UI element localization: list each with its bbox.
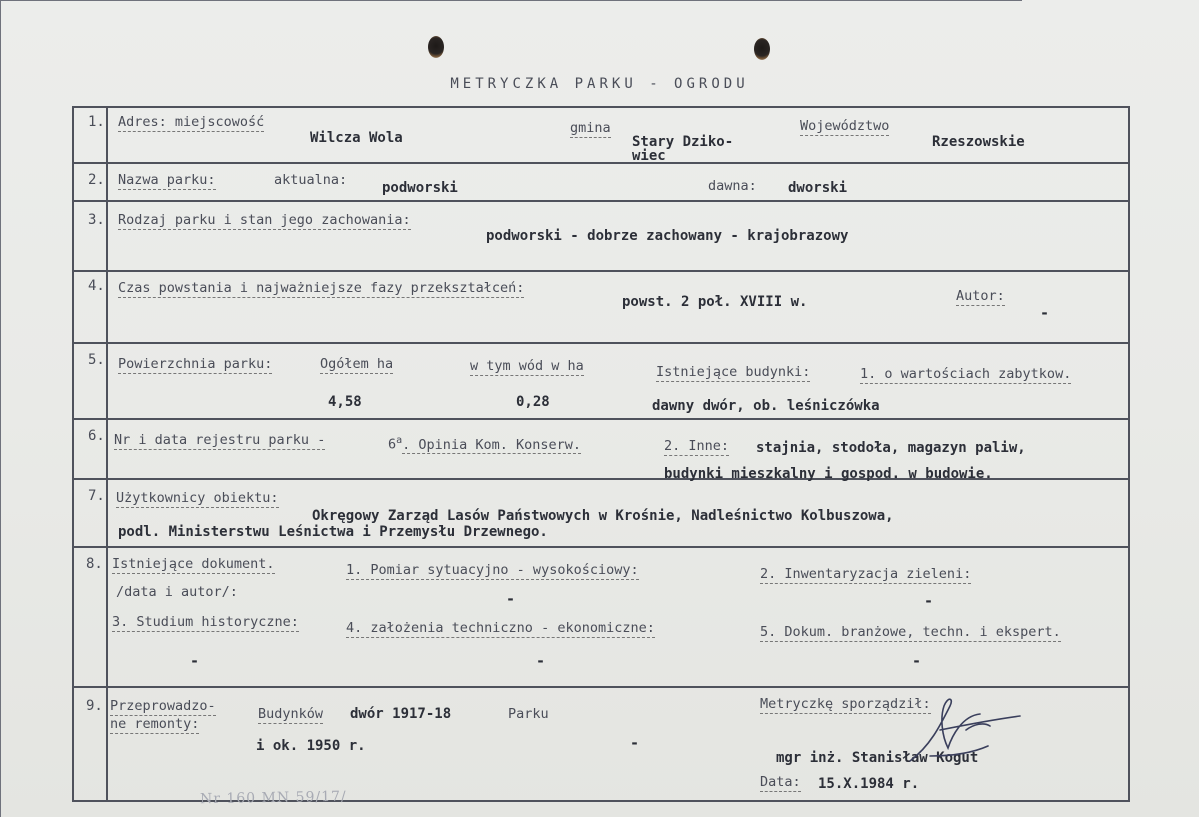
users-value-1: Okręgowy Zarząd Lasów Państwowych w Krośnie, Nadleśnictwo Kolbuszowa, xyxy=(312,508,894,524)
opinion-sup: a xyxy=(396,435,403,446)
park-renovation-label: Parku xyxy=(508,706,549,722)
buildings-label: Istniejące budynki: xyxy=(656,364,811,380)
author-label: Autor: xyxy=(956,288,1005,304)
users-value-2: podl. Ministerstwu Leśnictwa i Przemysłu Drzewnego. xyxy=(118,524,548,540)
document-title: METRYCZKA PARKU - OGRODU xyxy=(450,76,749,92)
r6-v1 xyxy=(0,435,1,495)
r5-v1 xyxy=(0,223,1,299)
users-label: Użytkownicy obiektu: xyxy=(116,490,279,506)
row-9-number: 9. xyxy=(86,698,103,714)
current-name-label: aktualna: xyxy=(274,172,348,188)
buildings-heritage-label: 1. o wartościach zabytkow. xyxy=(860,366,1072,382)
other-buildings-label: 2. Inne: xyxy=(664,438,730,454)
opinion-text: . Opinia Kom. Konserw. xyxy=(402,436,581,453)
doc-history-value: - xyxy=(190,652,200,670)
sep-4 xyxy=(72,342,1130,344)
sep-3 xyxy=(72,270,1130,272)
buildings-renovation-label: Budynków xyxy=(258,706,324,722)
area-total-value: 4,58 xyxy=(328,394,362,410)
row-7-number: 7. xyxy=(88,488,105,504)
author-value: - xyxy=(1040,304,1050,322)
r8-v2 xyxy=(0,635,1,775)
opinion-number: 6 xyxy=(388,436,397,453)
sep-8-mid xyxy=(0,0,1022,1)
documents-label-1: Istniejące dokument. xyxy=(112,556,275,572)
register-label: Nr i data rejestru parku - xyxy=(114,432,326,448)
r9-v1 xyxy=(0,775,1,817)
documents-label-2: /data i autor/: xyxy=(116,584,238,600)
creation-label: Czas powstania i najważniejsze fazy przekształceń: xyxy=(118,280,525,296)
doc-tech-label: 4. założenia techniczno - ekonomiczne: xyxy=(346,620,655,636)
frame-left xyxy=(72,106,74,802)
frame-right xyxy=(1128,106,1130,802)
row-3-number: 3. xyxy=(88,212,105,228)
other-buildings-value-2: budynki mieszkalny i gospod. w budowie. xyxy=(664,466,993,482)
faint-stamp: Nr 160 MN 59/17/ xyxy=(199,788,347,808)
park-renovation-value: - xyxy=(630,734,640,752)
doc-expert-label: 5. Dokum. branżowe, techn. i ekspert. xyxy=(760,624,1061,640)
row-4-number: 4. xyxy=(88,278,105,294)
water-area-value: 0,28 xyxy=(516,394,550,410)
row-1-number: 1. xyxy=(88,114,105,130)
r4-v1 xyxy=(0,151,1,223)
creation-value: powst. 2 poł. XVIII w. xyxy=(622,294,808,310)
date-label: Data: xyxy=(760,774,801,790)
current-name-value: podworski xyxy=(382,180,458,196)
voivodeship-value: Rzeszowskie xyxy=(932,134,1025,150)
row-6-number: 6. xyxy=(88,428,105,444)
gmina-label: gmina xyxy=(570,120,611,136)
buildings-renovation-value-1: dwór 1917-18 xyxy=(350,706,452,722)
renovations-label-2: ne remonty: xyxy=(110,716,200,732)
prepared-by-label: Metryczkę sporządził: xyxy=(760,696,931,712)
r5-v2 xyxy=(0,299,1,435)
park-type-label: Rodzaj parku i stan jego zachowania: xyxy=(118,212,411,228)
voivodeship-label: Województwo xyxy=(800,118,890,134)
address-label: Adres: miejscowość xyxy=(118,114,265,130)
r1-v1 xyxy=(0,1,1,57)
doc-inventory-label: 2. Inwentaryzacja zieleni: xyxy=(760,566,972,582)
area-total-label: Ogółem ha xyxy=(320,356,394,372)
date-value: 15.X.1984 r. xyxy=(818,776,920,792)
park-name-label: Nazwa parku: xyxy=(118,172,216,188)
former-name-value: dworski xyxy=(788,180,848,196)
sep-1 xyxy=(72,162,1130,164)
gmina-value-line2: wiec xyxy=(632,148,666,164)
handwritten-signature xyxy=(870,686,1030,776)
sep-7 xyxy=(72,546,1130,548)
r2-v1 xyxy=(0,113,1,151)
doc-survey-value: - xyxy=(506,590,516,608)
num-col xyxy=(106,106,108,802)
renovations-label-1: Przeprowadzo- xyxy=(110,698,216,714)
sep-5 xyxy=(72,418,1130,420)
doc-expert-value: - xyxy=(912,652,922,670)
doc-tech-value: - xyxy=(536,652,546,670)
doc-inventory-value: - xyxy=(924,592,934,610)
address-value: Wilcza Wola xyxy=(310,130,403,146)
row-5-number: 5. xyxy=(88,352,105,368)
frame-top xyxy=(72,106,1130,108)
prepared-by-value: mgr inż. Stanisław Kogut xyxy=(776,750,979,766)
row-2-number: 2. xyxy=(88,172,105,188)
area-label: Powierzchnia parku: xyxy=(118,356,273,372)
doc-survey-label: 1. Pomiar sytuacyjno - wysokościowy: xyxy=(346,562,639,578)
sep-2 xyxy=(72,200,1130,202)
park-type-value: podworski - dobrze zachowany - krajobrazowy xyxy=(486,228,849,244)
gmina-value-line1: Stary Dziko- xyxy=(632,134,734,150)
buildings-heritage-value: dawny dwór, ob. leśniczówka xyxy=(652,398,880,414)
water-area-label: w tym wód w ha xyxy=(470,358,584,374)
r8-v1 xyxy=(0,495,1,635)
other-buildings-value-1: stajnia, stodoła, magazyn paliw, xyxy=(756,440,1026,456)
buildings-renovation-value-2: i ok. 1950 r. xyxy=(256,738,366,754)
row-8-number: 8. xyxy=(86,556,103,572)
r1-v2 xyxy=(0,57,1,113)
former-name-label: dawna: xyxy=(708,178,757,194)
doc-history-label: 3. Studium historyczne: xyxy=(112,614,299,630)
opinion-label xyxy=(388,432,581,454)
